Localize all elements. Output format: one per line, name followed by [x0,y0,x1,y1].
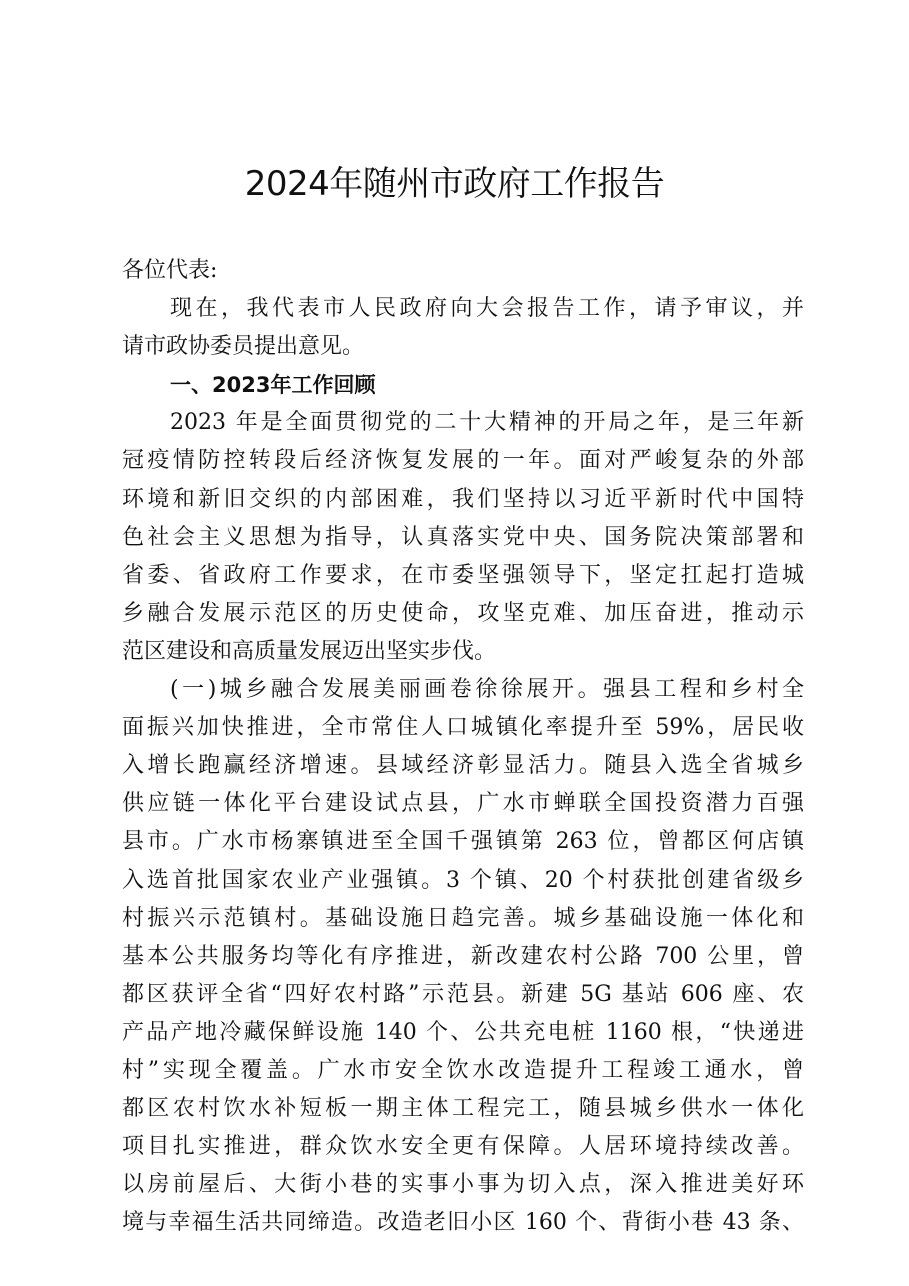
paragraph-1-line: 环境和新旧交织的内部困难，我们坚持以习近平新时代中国特 [122,486,804,512]
paragraph-2-line: 都区农村饮水补短板一期主体工程完工，随县城乡供水一体化 [122,1096,804,1122]
paragraph-2-line: 以房前屋后、大街小巷的实事小事为切入点，深入推进美好环 [122,1172,804,1198]
paragraph-1-line: 范区建设和高质量发展迈出坚实步伐。 [122,638,497,664]
paragraph-2-line: 面振兴加快推进，全市常住人口城镇化率提升至 59%，居民收 [122,715,804,741]
document-body [122,252,804,1242]
intro-line: 请市政协委员提出意见。 [122,334,365,360]
paragraph-2-line: 供应链一体化平台建设试点县，广水市蝉联全国投资潜力百强 [122,791,804,817]
paragraph-2-line: 村振兴示范镇村。基础设施日趋完善。城乡基础设施一体化和 [122,905,804,931]
paragraph-2-line: 产品产地冷藏保鲜设施 140 个、公共充电桩 1160 根，“快递进 [122,1019,804,1045]
paragraph-2-line: 都区获评全省“四好农村路”示范县。新建 5G 基站 606 座、农 [122,981,804,1007]
paragraph-2-line: 县市。广水市杨寨镇进至全国千强镇第 263 位，曾都区何店镇 [122,829,804,855]
section-heading: 一、2023年工作回顾 [170,373,376,398]
paragraph-2-line: 入选首批国家农业产业强镇。3 个镇、20 个村获批创建省级乡 [122,867,804,893]
paragraph-1-line: 2023 年是全面贯彻党的二十大精神的开局之年，是三年新 [170,410,804,436]
salutation: 各位代表: [122,258,218,283]
paragraph-2-line: (一)城乡融合发展美丽画卷徐徐展开。强县工程和乡村全 [170,677,804,703]
paragraph-2-line: 境与幸福生活共同缔造。改造老旧小区 160 个、背街小巷 43 条、 [122,1210,804,1236]
paragraph-1-line: 色社会主义思想为指导，认真落实党中央、国务院决策部署和 [122,524,804,550]
paragraph-2-line: 村”实现全覆盖。广水市安全饮水改造提升工程竣工通水，曾 [122,1057,804,1083]
paragraph-1-line: 冠疫情防控转段后经济恢复发展的一年。面对严峻复杂的外部 [122,448,804,474]
paragraph-2-line: 入增长跑赢经济增速。县域经济彰显活力。随县入选全省城乡 [122,753,804,779]
paragraph-2-line: 项目扎实推进，群众饮水安全更有保障。人居环境持续改善。 [122,1134,804,1160]
paragraph-1-line: 省委、省政府工作要求，在市委坚强领导下，坚定扛起打造城 [122,562,804,588]
document-title: 2024年随州市政府工作报告 [244,164,665,204]
paragraph-2-line: 基本公共服务均等化有序推进，新改建农村公路 700 公里，曾 [122,943,804,969]
paragraph-1-line: 乡融合发展示范区的历史使命，攻坚克难、加压奋进，推动示 [122,600,804,626]
intro-line: 现在，我代表市人民政府向大会报告工作，请予审议，并 [170,296,804,322]
